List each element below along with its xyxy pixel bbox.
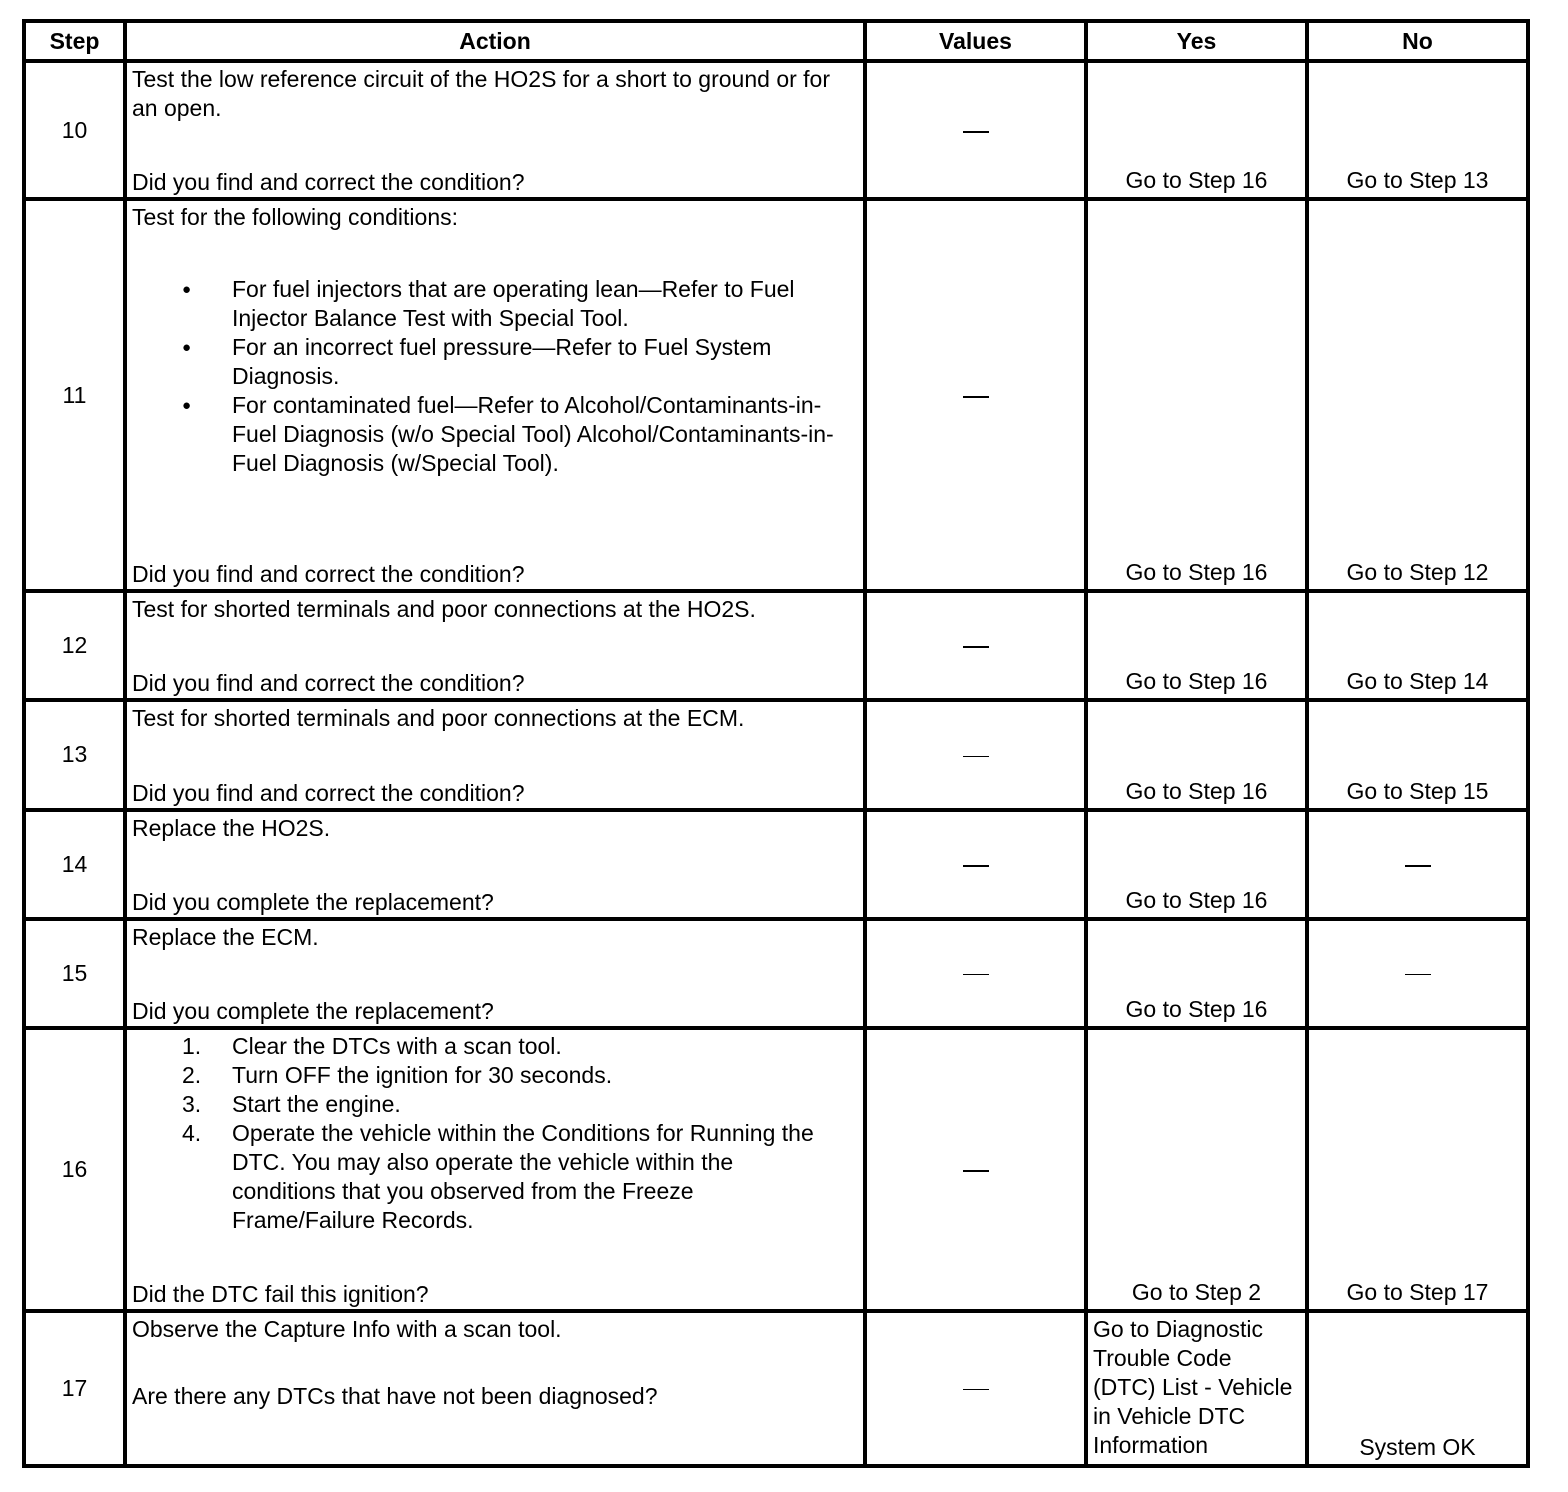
table-row (24, 810, 1528, 919)
no-cell: Go to Step 15 (1307, 700, 1528, 809)
list-item (132, 1090, 859, 1119)
values-cell (865, 199, 1086, 591)
values-cell (865, 1028, 1086, 1311)
no-cell: Go to Step 13 (1307, 61, 1528, 199)
header-yes: Yes (1086, 21, 1307, 61)
table-row (24, 919, 1528, 1028)
table-row (24, 199, 1528, 591)
yes-cell: Go to Step 16 (1086, 700, 1307, 809)
header-no: No (1307, 21, 1528, 61)
table-row (24, 1028, 1528, 1311)
action-question: Did you find and correct the condition? (132, 169, 525, 196)
list-number: 4. (182, 1119, 202, 1146)
action-cell (125, 919, 865, 1028)
action-cell (125, 1311, 865, 1466)
values-text (963, 1170, 989, 1172)
list-item: ● For contaminated fuel—Refer to Alcohol/Contaminants-in-Fuel Diagnosis (w/o Special Tool) Alcohol/Contaminants-in-Fuel Diagnosis (w/Special Tool). (132, 391, 859, 478)
list-number: 2. (182, 1061, 202, 1088)
values-text (963, 1389, 989, 1390)
action-question: Did you find and correct the condition? (132, 561, 525, 588)
no-cell: Go to Step 12 (1307, 199, 1528, 591)
table-row (24, 1311, 1528, 1466)
list-item: ● For an incorrect fuel pressure—Refer to Fuel System Diagnosis. (132, 333, 859, 391)
values-cell (865, 61, 1086, 199)
yes-cell: Go to Step 16 (1086, 591, 1307, 700)
no-text (1405, 865, 1431, 867)
action-text: Test the low reference circuit of the HO2S for a short to ground or for an open. (132, 66, 830, 121)
table-row (24, 700, 1528, 809)
action-question: Did you find and correct the condition? (132, 670, 525, 697)
list-item (132, 1032, 859, 1061)
action-text: Test for shorted terminals and poor connections at the ECM. (132, 705, 745, 732)
yes-cell: Go to Step 2 (1086, 1028, 1307, 1311)
action-cell (125, 700, 865, 809)
action-cell (125, 1028, 865, 1311)
action-question: Did you find and correct the condition? (132, 779, 525, 806)
header-row (24, 21, 1528, 61)
no-cell: Go to Step 17 (1307, 1028, 1528, 1311)
yes-cell: Go to Step 16 (1086, 919, 1307, 1028)
action-cell (125, 61, 865, 199)
values-cell (865, 919, 1086, 1028)
no-cell (1307, 810, 1528, 919)
list-text: Turn OFF the ignition for 30 seconds. (232, 1061, 613, 1088)
values-cell (865, 810, 1086, 919)
header-values: Values (865, 21, 1086, 61)
step-number: 15 (24, 919, 125, 1028)
action-question: Did you complete the replacement? (132, 888, 494, 915)
header-step: Step (24, 21, 125, 61)
no-cell (1307, 919, 1528, 1028)
list-item: ● For fuel injectors that are operating lean—Refer to Fuel Injector Balance Test with Special Tool. (132, 275, 859, 333)
action-question: Are there any DTCs that have not been diagnosed? (132, 1382, 658, 1409)
list-item (132, 1119, 859, 1235)
list-text: Operate the vehicle within the Conditions for Running the DTC. You may also operate the vehicle within the conditions that you observed from the Freeze Frame/Failure Records. (232, 1119, 814, 1233)
yes-cell: Go to Step 16 (1086, 61, 1307, 199)
step-number: 16 (24, 1028, 125, 1311)
no-text (1405, 974, 1431, 975)
action-question: Did you complete the replacement? (132, 997, 494, 1024)
values-text (963, 131, 989, 133)
values-cell (865, 591, 1086, 700)
action-text: Test for the following conditions: (132, 204, 459, 231)
step-number: 17 (24, 1311, 125, 1466)
list-text: Start the engine. (232, 1090, 401, 1117)
table-row (24, 61, 1528, 199)
list-item (132, 1061, 859, 1090)
diagnostic-table (22, 19, 1530, 1468)
yes-cell: Go to Step 16 (1086, 199, 1307, 591)
condition-list (132, 275, 859, 478)
values-text (963, 396, 989, 398)
header-action: Action (125, 21, 865, 61)
action-question: Did the DTC fail this ignition? (132, 1280, 429, 1307)
action-text: Replace the ECM. (132, 923, 319, 950)
list-text: Clear the DTCs with a scan tool. (232, 1032, 562, 1059)
action-cell (125, 810, 865, 919)
list-number: 3. (182, 1090, 202, 1117)
step-number: 10 (24, 61, 125, 199)
list-number: 1. (182, 1032, 202, 1059)
values-text (963, 756, 989, 757)
no-cell: Go to Step 14 (1307, 591, 1528, 700)
no-cell: System OK (1307, 1311, 1528, 1466)
table-row (24, 591, 1528, 700)
action-text: Observe the Capture Info with a scan tool. (132, 1315, 562, 1342)
yes-cell: Go to Diagnostic Trouble Code (DTC) List - Vehicle in Vehicle DTC Information (1086, 1311, 1307, 1466)
values-text (963, 974, 989, 975)
action-cell (125, 199, 865, 591)
action-text: Test for shorted terminals and poor connections at the HO2S. (132, 596, 756, 623)
action-cell (125, 591, 865, 700)
step-number: 13 (24, 700, 125, 809)
step-number: 12 (24, 591, 125, 700)
values-text (963, 646, 989, 648)
values-text (963, 865, 989, 867)
procedure-list (132, 1032, 859, 1235)
step-number: 11 (24, 199, 125, 591)
action-text: Replace the HO2S. (132, 814, 331, 841)
yes-cell: Go to Step 16 (1086, 810, 1307, 919)
step-number: 14 (24, 810, 125, 919)
values-cell (865, 700, 1086, 809)
values-cell (865, 1311, 1086, 1466)
